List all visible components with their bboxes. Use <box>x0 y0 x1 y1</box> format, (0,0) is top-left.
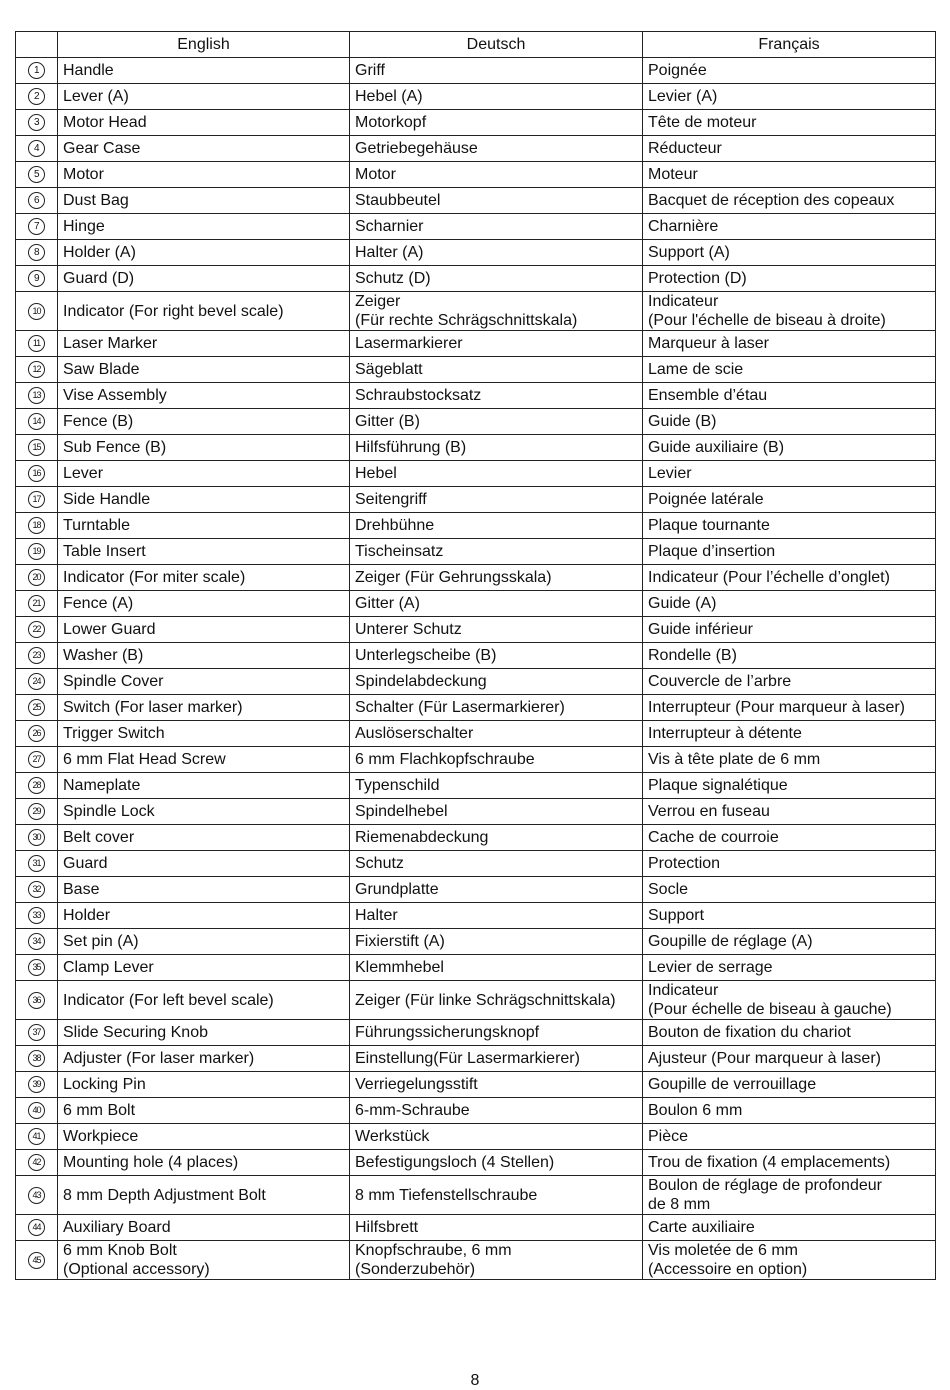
english-cell: Base <box>58 877 350 903</box>
circled-number: 8 <box>28 244 45 261</box>
deutsch-cell: Zeiger (Für Gehrungsskala) <box>350 565 643 591</box>
table-row <box>16 331 936 357</box>
circled-number: 23 <box>28 647 45 664</box>
table-row <box>16 695 936 721</box>
english-cell: Indicator (For left bevel scale) <box>58 981 350 1020</box>
francais-cell: Poignée latérale <box>643 487 936 513</box>
francais-cell: Cache de courroie <box>643 825 936 851</box>
deutsch-cell: Hilfsbrett <box>350 1215 643 1241</box>
table-row <box>16 1046 936 1072</box>
francais-cell: Vis à tête plate de 6 mm <box>643 747 936 773</box>
circled-number: 2 <box>28 88 45 105</box>
header-english: English <box>58 32 350 58</box>
table-row <box>16 461 936 487</box>
table-row <box>16 1020 936 1046</box>
item-number-cell <box>16 1046 58 1072</box>
circled-number: 18 <box>28 517 45 534</box>
francais-cell: Guide (A) <box>643 591 936 617</box>
francais-cell: Ajusteur (Pour marqueur à laser) <box>643 1046 936 1072</box>
table-row <box>16 929 936 955</box>
francais-cell: Plaque tournante <box>643 513 936 539</box>
header-francais: Français <box>643 32 936 58</box>
english-cell: Holder (A) <box>58 240 350 266</box>
deutsch-cell: Befestigungsloch (4 Stellen) <box>350 1150 643 1176</box>
francais-cell: Protection (D) <box>643 266 936 292</box>
deutsch-cell: Drehbühne <box>350 513 643 539</box>
english-cell: 8 mm Depth Adjustment Bolt <box>58 1176 350 1215</box>
francais-cell: Levier (A) <box>643 84 936 110</box>
item-number-cell <box>16 825 58 851</box>
english-cell: Motor Head <box>58 110 350 136</box>
header-number <box>16 32 58 58</box>
circled-number: 38 <box>28 1050 45 1067</box>
deutsch-cell: Scharnier <box>350 214 643 240</box>
circled-number: 44 <box>28 1219 45 1236</box>
english-cell: Indicator (For right bevel scale) <box>58 292 350 331</box>
english-cell: Switch (For laser marker) <box>58 695 350 721</box>
english-cell: Motor <box>58 162 350 188</box>
table-row <box>16 1241 936 1280</box>
item-number-cell <box>16 695 58 721</box>
deutsch-cell: Zeiger (Für rechte Schrägschnittskala) <box>350 292 643 331</box>
circled-number: 37 <box>28 1024 45 1041</box>
english-cell: Handle <box>58 58 350 84</box>
table-row <box>16 162 936 188</box>
table-row <box>16 591 936 617</box>
circled-number: 19 <box>28 543 45 560</box>
table-row <box>16 1072 936 1098</box>
circled-number: 36 <box>28 992 45 1009</box>
table-row <box>16 617 936 643</box>
francais-cell: Couvercle de l’arbre <box>643 669 936 695</box>
circled-number: 12 <box>28 361 45 378</box>
francais-cell: Vis moletée de 6 mm (Accessoire en option) <box>643 1241 936 1280</box>
francais-cell: Boulon 6 mm <box>643 1098 936 1124</box>
english-cell: Vise Assembly <box>58 383 350 409</box>
deutsch-cell: Schraubstocksatz <box>350 383 643 409</box>
item-number-cell <box>16 773 58 799</box>
item-number-cell <box>16 240 58 266</box>
deutsch-cell: Fixierstift (A) <box>350 929 643 955</box>
item-number-cell <box>16 643 58 669</box>
item-number-cell <box>16 565 58 591</box>
francais-cell: Bacquet de réception des copeaux <box>643 188 936 214</box>
deutsch-cell: Seitengriff <box>350 487 643 513</box>
deutsch-cell: Hebel (A) <box>350 84 643 110</box>
item-number-cell <box>16 84 58 110</box>
deutsch-cell: Unterlegscheibe (B) <box>350 643 643 669</box>
deutsch-cell: Hilfsführung (B) <box>350 435 643 461</box>
deutsch-cell: Führungssicherungsknopf <box>350 1020 643 1046</box>
item-number-cell <box>16 136 58 162</box>
deutsch-cell: Gitter (B) <box>350 409 643 435</box>
parts-table <box>15 31 936 1280</box>
francais-cell: Goupille de verrouillage <box>643 1072 936 1098</box>
item-number-cell <box>16 331 58 357</box>
deutsch-cell: Riemenabdeckung <box>350 825 643 851</box>
francais-cell: Support (A) <box>643 240 936 266</box>
table-row <box>16 357 936 383</box>
francais-cell: Poignée <box>643 58 936 84</box>
circled-number: 3 <box>28 114 45 131</box>
table-row <box>16 1098 936 1124</box>
table-row <box>16 773 936 799</box>
english-cell: Saw Blade <box>58 357 350 383</box>
item-number-cell <box>16 747 58 773</box>
header-deutsch: Deutsch <box>350 32 643 58</box>
circled-number: 35 <box>28 959 45 976</box>
english-cell: Lever (A) <box>58 84 350 110</box>
table-row <box>16 136 936 162</box>
circled-number: 20 <box>28 569 45 586</box>
deutsch-cell: Motor <box>350 162 643 188</box>
table-row <box>16 435 936 461</box>
circled-number: 34 <box>28 933 45 950</box>
item-number-cell <box>16 435 58 461</box>
item-number-cell <box>16 214 58 240</box>
table-row <box>16 1124 936 1150</box>
item-number-cell <box>16 110 58 136</box>
circled-number: 39 <box>28 1076 45 1093</box>
circled-number: 26 <box>28 725 45 742</box>
item-number-cell <box>16 188 58 214</box>
table-row <box>16 1176 936 1215</box>
table-row <box>16 747 936 773</box>
circled-number: 27 <box>28 751 45 768</box>
english-cell: Table Insert <box>58 539 350 565</box>
francais-cell: Verrou en fuseau <box>643 799 936 825</box>
english-cell: Fence (A) <box>58 591 350 617</box>
deutsch-cell: Motorkopf <box>350 110 643 136</box>
circled-number: 30 <box>28 829 45 846</box>
item-number-cell <box>16 1098 58 1124</box>
deutsch-cell: Werkstück <box>350 1124 643 1150</box>
circled-number: 13 <box>28 387 45 404</box>
table-row <box>16 539 936 565</box>
francais-cell: Trou de fixation (4 emplacements) <box>643 1150 936 1176</box>
table-row <box>16 240 936 266</box>
table-row <box>16 1215 936 1241</box>
circled-number: 17 <box>28 491 45 508</box>
francais-cell: Carte auxiliaire <box>643 1215 936 1241</box>
english-cell: Trigger Switch <box>58 721 350 747</box>
table-row <box>16 721 936 747</box>
francais-cell: Support <box>643 903 936 929</box>
francais-cell: Socle <box>643 877 936 903</box>
item-number-cell <box>16 721 58 747</box>
item-number-cell <box>16 617 58 643</box>
circled-number: 11 <box>28 335 45 352</box>
francais-cell: Boulon de réglage de profondeur de 8 mm <box>643 1176 936 1215</box>
deutsch-cell: Schutz <box>350 851 643 877</box>
english-cell: Turntable <box>58 513 350 539</box>
francais-cell: Rondelle (B) <box>643 643 936 669</box>
table-row <box>16 669 936 695</box>
english-cell: Workpiece <box>58 1124 350 1150</box>
table-row <box>16 409 936 435</box>
item-number-cell <box>16 877 58 903</box>
francais-cell: Réducteur <box>643 136 936 162</box>
table-row <box>16 903 936 929</box>
francais-cell: Indicateur (Pour l’échelle d’onglet) <box>643 565 936 591</box>
deutsch-cell: Verriegelungsstift <box>350 1072 643 1098</box>
item-number-cell <box>16 903 58 929</box>
francais-cell: Moteur <box>643 162 936 188</box>
item-number-cell <box>16 266 58 292</box>
english-cell: Set pin (A) <box>58 929 350 955</box>
item-number-cell <box>16 1020 58 1046</box>
item-number-cell <box>16 461 58 487</box>
deutsch-cell: Getriebegehäuse <box>350 136 643 162</box>
english-cell: Lower Guard <box>58 617 350 643</box>
english-cell: Lever <box>58 461 350 487</box>
english-cell: Locking Pin <box>58 1072 350 1098</box>
circled-number: 31 <box>28 855 45 872</box>
english-cell: Gear Case <box>58 136 350 162</box>
english-cell: Laser Marker <box>58 331 350 357</box>
deutsch-cell: Spindelabdeckung <box>350 669 643 695</box>
english-cell: Spindle Cover <box>58 669 350 695</box>
item-number-cell <box>16 1150 58 1176</box>
english-cell: Hinge <box>58 214 350 240</box>
deutsch-cell: Klemmhebel <box>350 955 643 981</box>
circled-number: 25 <box>28 699 45 716</box>
item-number-cell <box>16 981 58 1020</box>
item-number-cell <box>16 799 58 825</box>
table-row <box>16 292 936 331</box>
english-cell: 6 mm Bolt <box>58 1098 350 1124</box>
deutsch-cell: Schutz (D) <box>350 266 643 292</box>
english-cell: Washer (B) <box>58 643 350 669</box>
item-number-cell <box>16 58 58 84</box>
table-row <box>16 643 936 669</box>
item-number-cell <box>16 591 58 617</box>
circled-number: 1 <box>28 62 45 79</box>
english-cell: Mounting hole (4 places) <box>58 1150 350 1176</box>
english-cell: 6 mm Knob Bolt (Optional accessory) <box>58 1241 350 1280</box>
item-number-cell <box>16 1176 58 1215</box>
deutsch-cell: Schalter (Für Lasermarkierer) <box>350 695 643 721</box>
francais-cell: Pièce <box>643 1124 936 1150</box>
circled-number: 33 <box>28 907 45 924</box>
circled-number: 15 <box>28 439 45 456</box>
francais-cell: Tête de moteur <box>643 110 936 136</box>
table-row <box>16 565 936 591</box>
english-cell: Side Handle <box>58 487 350 513</box>
english-cell: Indicator (For miter scale) <box>58 565 350 591</box>
table-row <box>16 487 936 513</box>
item-number-cell <box>16 1124 58 1150</box>
table-row <box>16 981 936 1020</box>
deutsch-cell: Gitter (A) <box>350 591 643 617</box>
circled-number: 9 <box>28 270 45 287</box>
francais-cell: Bouton de fixation du chariot <box>643 1020 936 1046</box>
english-cell: Auxiliary Board <box>58 1215 350 1241</box>
item-number-cell <box>16 669 58 695</box>
table-row <box>16 214 936 240</box>
item-number-cell <box>16 357 58 383</box>
deutsch-cell: Lasermarkierer <box>350 331 643 357</box>
francais-cell: Marqueur à laser <box>643 331 936 357</box>
item-number-cell <box>16 955 58 981</box>
english-cell: Sub Fence (B) <box>58 435 350 461</box>
table-row <box>16 188 936 214</box>
english-cell: Clamp Lever <box>58 955 350 981</box>
table-row <box>16 84 936 110</box>
circled-number: 45 <box>28 1252 45 1269</box>
table-row <box>16 851 936 877</box>
deutsch-cell: Knopfschraube, 6 mm (Sonderzubehör) <box>350 1241 643 1280</box>
table-row <box>16 266 936 292</box>
circled-number: 7 <box>28 218 45 235</box>
deutsch-cell: Grundplatte <box>350 877 643 903</box>
item-number-cell <box>16 851 58 877</box>
item-number-cell <box>16 1072 58 1098</box>
francais-cell: Plaque d’insertion <box>643 539 936 565</box>
circled-number: 5 <box>28 166 45 183</box>
francais-cell: Lame de scie <box>643 357 936 383</box>
table-row <box>16 1150 936 1176</box>
table-row <box>16 955 936 981</box>
table-row <box>16 383 936 409</box>
circled-number: 16 <box>28 465 45 482</box>
english-cell: Guard <box>58 851 350 877</box>
deutsch-cell: Typenschild <box>350 773 643 799</box>
circled-number: 22 <box>28 621 45 638</box>
table-row <box>16 58 936 84</box>
francais-cell: Goupille de réglage (A) <box>643 929 936 955</box>
english-cell: Adjuster (For laser marker) <box>58 1046 350 1072</box>
table-row <box>16 799 936 825</box>
circled-number: 29 <box>28 803 45 820</box>
english-cell: Holder <box>58 903 350 929</box>
deutsch-cell: 6-mm-Schraube <box>350 1098 643 1124</box>
deutsch-cell: Sägeblatt <box>350 357 643 383</box>
deutsch-cell: Halter <box>350 903 643 929</box>
circled-number: 32 <box>28 881 45 898</box>
circled-number: 42 <box>28 1154 45 1171</box>
item-number-cell <box>16 929 58 955</box>
english-cell: Spindle Lock <box>58 799 350 825</box>
francais-cell: Protection <box>643 851 936 877</box>
francais-cell: Guide auxiliaire (B) <box>643 435 936 461</box>
circled-number: 14 <box>28 413 45 430</box>
circled-number: 21 <box>28 595 45 612</box>
item-number-cell <box>16 162 58 188</box>
francais-cell: Ensemble d’étau <box>643 383 936 409</box>
circled-number: 6 <box>28 192 45 209</box>
francais-cell: Levier de serrage <box>643 955 936 981</box>
english-cell: Fence (B) <box>58 409 350 435</box>
circled-number: 28 <box>28 777 45 794</box>
francais-cell: Indicateur (Pour échelle de biseau à gauche) <box>643 981 936 1020</box>
english-cell: 6 mm Flat Head Screw <box>58 747 350 773</box>
deutsch-cell: Einstellung(Für Lasermarkierer) <box>350 1046 643 1072</box>
francais-cell: Interrupteur à détente <box>643 721 936 747</box>
item-number-cell <box>16 513 58 539</box>
francais-cell: Guide inférieur <box>643 617 936 643</box>
circled-number: 10 <box>28 303 45 320</box>
deutsch-cell: Auslöserschalter <box>350 721 643 747</box>
deutsch-cell: Halter (A) <box>350 240 643 266</box>
deutsch-cell: Unterer Schutz <box>350 617 643 643</box>
english-cell: Slide Securing Knob <box>58 1020 350 1046</box>
deutsch-cell: Hebel <box>350 461 643 487</box>
item-number-cell <box>16 292 58 331</box>
item-number-cell <box>16 383 58 409</box>
table-body <box>16 58 936 1280</box>
francais-cell: Indicateur (Pour l'échelle de biseau à droite) <box>643 292 936 331</box>
francais-cell: Plaque signalétique <box>643 773 936 799</box>
table-row <box>16 877 936 903</box>
deutsch-cell: Staubbeutel <box>350 188 643 214</box>
circled-number: 41 <box>28 1128 45 1145</box>
circled-number: 43 <box>28 1187 45 1204</box>
table-row <box>16 513 936 539</box>
francais-cell: Charnière <box>643 214 936 240</box>
english-cell: Dust Bag <box>58 188 350 214</box>
table-row <box>16 825 936 851</box>
deutsch-cell: 6 mm Flachkopfschraube <box>350 747 643 773</box>
francais-cell: Interrupteur (Pour marqueur à laser) <box>643 695 936 721</box>
francais-cell: Levier <box>643 461 936 487</box>
item-number-cell <box>16 1215 58 1241</box>
english-cell: Belt cover <box>58 825 350 851</box>
deutsch-cell: 8 mm Tiefenstellschraube <box>350 1176 643 1215</box>
circled-number: 40 <box>28 1102 45 1119</box>
item-number-cell <box>16 409 58 435</box>
deutsch-cell: Zeiger (Für linke Schrägschnittskala) <box>350 981 643 1020</box>
circled-number: 4 <box>28 140 45 157</box>
item-number-cell <box>16 1241 58 1280</box>
item-number-cell <box>16 487 58 513</box>
header-row <box>16 32 936 58</box>
page-number: 8 <box>470 1372 480 1389</box>
circled-number: 24 <box>28 673 45 690</box>
english-cell: Guard (D) <box>58 266 350 292</box>
item-number-cell <box>16 539 58 565</box>
deutsch-cell: Griff <box>350 58 643 84</box>
francais-cell: Guide (B) <box>643 409 936 435</box>
deutsch-cell: Spindelhebel <box>350 799 643 825</box>
table-row <box>16 110 936 136</box>
deutsch-cell: Tischeinsatz <box>350 539 643 565</box>
english-cell: Nameplate <box>58 773 350 799</box>
